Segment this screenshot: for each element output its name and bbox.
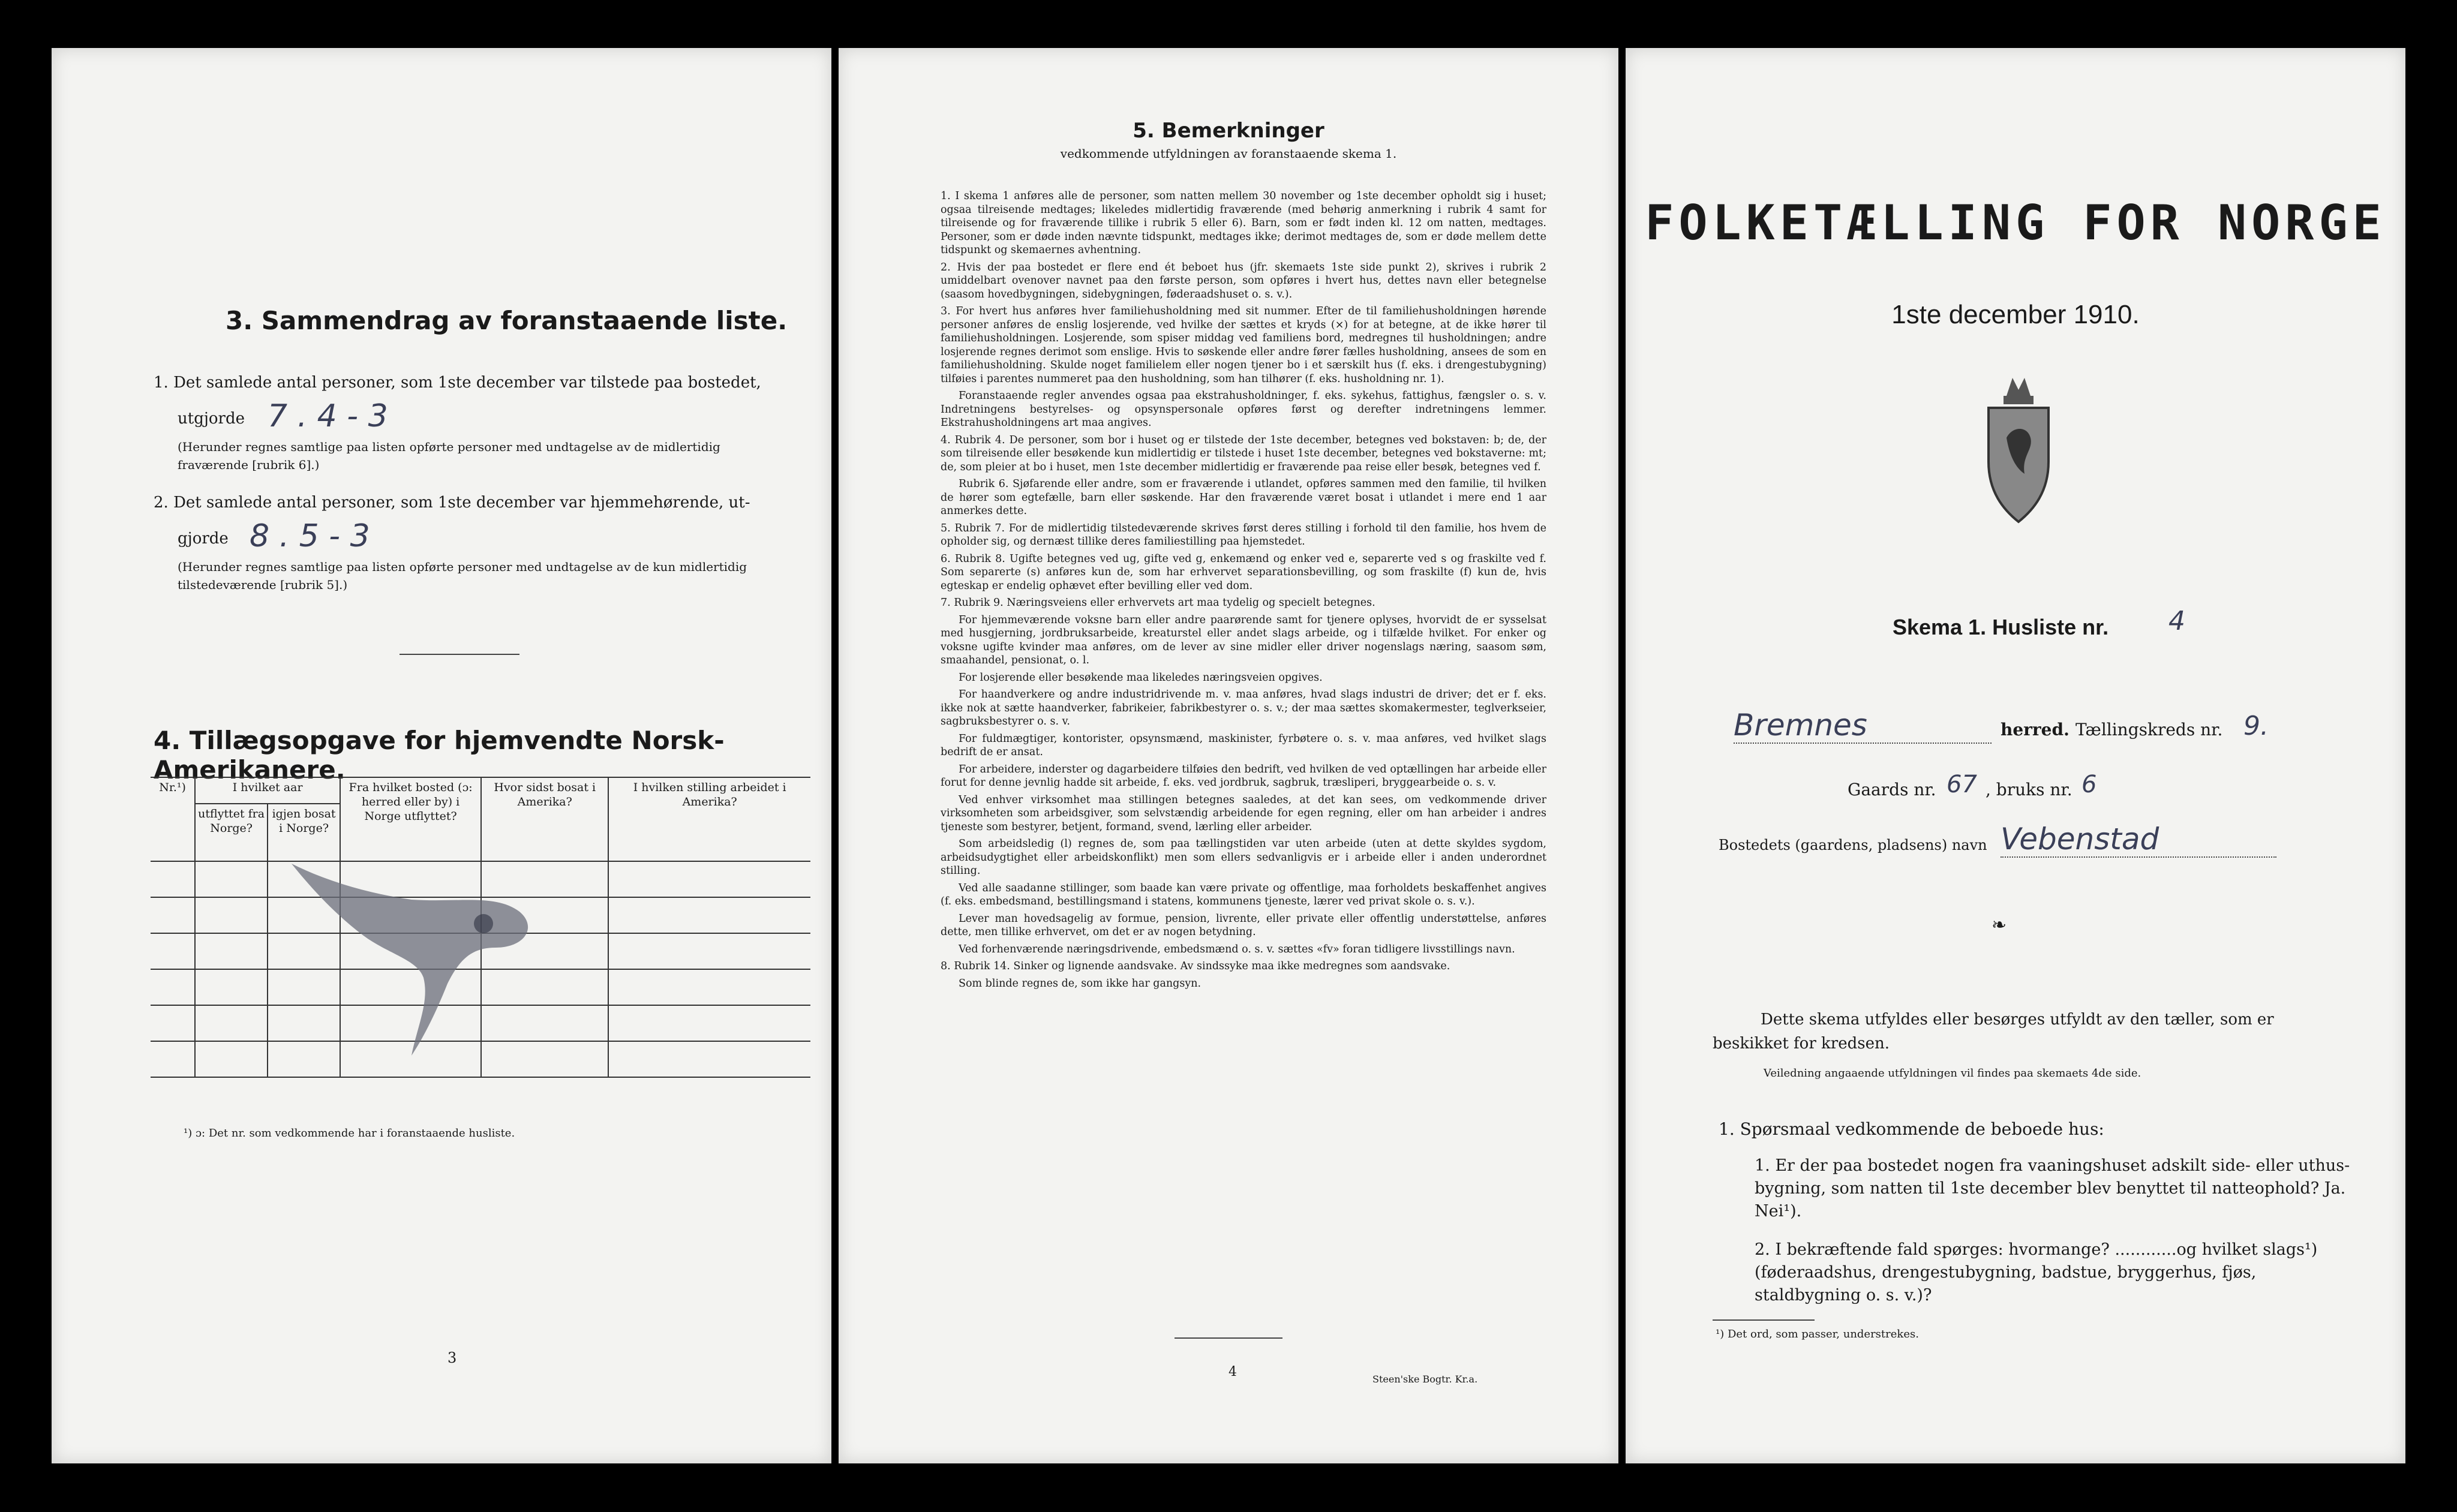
note-7: 7. Rubrik 9. Næringsveiens eller erhvervets art maa tydelig og specielt betegnes. bbox=[941, 597, 1375, 609]
table-cell bbox=[608, 1005, 810, 1041]
item-2-note: (Herunder regnes samtlige paa listen opførte personer med undtagelse av de kun midlertidig tilstedeværende [rubrik 5].) bbox=[178, 560, 747, 592]
table-footnote: ¹) ɔ: Det nr. som vedkommende har i foranstaaende husliste. bbox=[184, 1127, 515, 1140]
note-8: 8. Rubrik 14. Sinker og lignende aandsvake. Av sindssyke maa ikke medregnes som aandsvake. bbox=[941, 960, 1450, 972]
page-1-cover bbox=[1626, 48, 2405, 1463]
table-cell bbox=[608, 897, 810, 933]
item-2-count: 8 . 5 - 3 bbox=[250, 518, 370, 554]
section-3-title: 3. Sammendrag av foranstaaende liste. bbox=[226, 306, 788, 335]
table-cell bbox=[151, 897, 195, 933]
table-cell bbox=[608, 1041, 810, 1077]
census-title: FOLKETÆLLING FOR NORGE bbox=[1645, 195, 2386, 251]
note-4b: Rubrik 6. Sjøfarende eller andre, som er fraværende i utlandet, opføres sammen med den familie, til hvilken de hører som egtefælle, barn eller søskende. Har den fraværende været bosat i utlandet i mere end 1 aar anmerkes dette. bbox=[941, 478, 1546, 517]
bemerkninger-title: 5. Bemerkninger bbox=[1133, 119, 1324, 143]
husliste-nr-value: 4 bbox=[2168, 606, 2185, 636]
section-4-title: 4. Tillægsopgave for hjemvendte Norsk-Amerikanere. bbox=[154, 726, 725, 784]
item-2-gjorde-label: gjorde bbox=[178, 530, 229, 548]
note-3b: Foranstaaende regler anvendes ogsaa paa ekstrahusholdninger, f. eks. sykehus, fattighus, fængsler o. s. v. Indretningens bestyrelses- og opsynspersonale opføres først og derefter indretningens lemmer. Ekstrahusholdningens art maa angives. bbox=[941, 390, 1546, 429]
col-igjen-header: igjen bosat i Norge? bbox=[268, 804, 340, 861]
page-number: 3 bbox=[447, 1349, 457, 1366]
page-number: 4 bbox=[1228, 1364, 1237, 1379]
table-cell bbox=[608, 969, 810, 1005]
note-7j: Lever man hovedsagelig av formue, pension, livrente, eller private eller offentlig understøttelse, anføres dette, men tillike erhvervet, om det er av nogen betydning. bbox=[941, 912, 1546, 938]
divider bbox=[1713, 1319, 1815, 1321]
bruks-value: 6 bbox=[2081, 771, 2097, 798]
bruks-label: , bruks nr. bbox=[1986, 780, 2072, 799]
herred-value: Bremnes bbox=[1734, 708, 1992, 744]
bemerkninger-subtitle: vedkommende utfyldningen av foranstaaende skema 1. bbox=[1060, 146, 1397, 161]
note-7b: For hjemmeværende voksne barn eller andre paarørende samt for tjenere oplyses, hvorvidt de er sysselsat med husgjerning, jordbruksarbeide, kreaturstel eller andet slags arbeide, og i tilfælde hvilket. For enker og voksne ugifte kvinder maa anføres, om de lever av sine midler eller driver nogenslags næring, saasom søm, smaahandel, pensionat, o. l. bbox=[941, 614, 1546, 666]
note-7f: For arbeidere, inderster og dagarbeidere tilføies den bedrift, ved hvilken de ved optællingen har arbeide eller forut for denne jevnlig hadde sit arbeide, f. eks. ved jordbruk, sagbruk, træsliperi, bryggearbeide o. s. v. bbox=[941, 763, 1546, 789]
page-3 bbox=[52, 48, 831, 1463]
kreds-label: Tællingskreds nr. bbox=[2075, 720, 2223, 740]
col-stilling-header: I hvilken stilling arbeidet i Amerika? bbox=[608, 777, 810, 861]
bosted-value: Vebenstad bbox=[2001, 822, 2276, 858]
note-4: 4. Rubrik 4. De personer, som bor i huset og er tilstede der 1ste december, betegnes ved bokstaven: b; de, der som tilreisende eller besøkende kun midlertidig er tilstede i huset 1ste december, betegnes ved bokstaverne: mt; de, som pleier at bo i huset, men 1ste december midlertidig er fraværende paa reise eller besøk, betegnes ved f. bbox=[941, 434, 1546, 473]
table-cell bbox=[151, 933, 195, 969]
table-cell bbox=[151, 1041, 195, 1077]
note-6: 6. Rubrik 8. Ugifte betegnes ved ug, gifte ved g, enkemænd og enker ved e, separerte ved s og fraskilte ved f. Som separerte (s) anføres kun de, som har erhvervet separationsbevilling, og som fraskilte (f) kun de, hvis egteskap er endelig ophævet efter bevilling eller ved dom. bbox=[941, 552, 1546, 592]
summary-item-1: 1. Det samlede antal personer, som 1ste december var tilstede paa bostedet, bbox=[154, 374, 761, 392]
note-1: 1. I skema 1 anføres alle de personer, som natten mellem 30 november og 1ste december opholdt sig i huset; ogsaa tilreisende medtages; likeledes midlertidig fraværende (med behørig anmerkning i rubrik 4 samt for tilreisende og for fraværende tillike i rubrik 5 eller 6). Barn, som er født inden kl. 12 om natten, medtages. Personer, som er døde inden nævnte tidspunkt, medtages ikke; derimot medtages de, som er døde mellem dette tidspunkt og skemaernes avhentning. bbox=[941, 190, 1546, 256]
table-cell bbox=[195, 861, 268, 897]
note-7h: Som arbeidsledig (l) regnes de, som paa tællingstiden var uten arbeide (uten at dette skyldes sygdom, arbeidsudygtighet eller arbeidskonflikt) men som ellers sedvanligvis er i arbeide eller i anden underordnet stilling. bbox=[941, 838, 1546, 877]
divider bbox=[1175, 1337, 1282, 1339]
note-5: 5. Rubrik 7. For de midlertidig tilstedeværende skrives først deres stilling i forhold til den familie, hos hvem de opholder sig, og dernæst tillike deres familiestilling paa hjemstedet. bbox=[941, 522, 1546, 548]
question-1-title: 1. Spørsmaal vedkommende de beboede hus: bbox=[1719, 1119, 2104, 1139]
note-7g: Ved enhver virksomhet maa stillingen betegnes saaledes, at det kan sees, om vedkommende driver virksomheten som arbeidsgiver, som selvstændig arbeidende for egen regning, eller om han arbeider i andres tjeneste som bestyrer, betjent, formand, svend, lærling eller arbeider. bbox=[941, 793, 1546, 833]
bosted-label: Bostedets (gaardens, pladsens) navn bbox=[1719, 837, 1987, 853]
skema-label: Skema 1. Husliste nr. bbox=[1893, 615, 2109, 639]
col-utflyttet-header: utflyttet fra Norge? bbox=[195, 804, 268, 861]
note-7e: For fuldmægtiger, kontorister, opsynsmænd, maskinister, fyrbøtere o. s. v. maa anføres, ved hvilket slags bedrift de er ansat. bbox=[941, 732, 1546, 758]
herred-label: herred. bbox=[2001, 720, 2069, 740]
col-fra-header: Fra hvilket bosted (ɔ: herred eller by) i Norge utflyttet? bbox=[340, 777, 481, 861]
summary-item-2: 2. Det samlede antal personer, som 1ste december var hjemmehørende, ut- bbox=[154, 494, 750, 512]
note-8b: Som blinde regnes de, som ikke har gangsyn. bbox=[959, 977, 1202, 990]
item-1-utgjorde-label: utgjorde bbox=[178, 410, 245, 428]
census-date: 1ste december 1910. bbox=[1891, 300, 2140, 329]
ink-blot-stain bbox=[280, 858, 591, 1086]
table-cell bbox=[195, 969, 268, 1005]
item-1-count: 7 . 4 - 3 bbox=[268, 398, 388, 434]
table-cell bbox=[195, 1041, 268, 1077]
question-1-item-2: 2. I bekræftende fald spørges: hvormange? ............og hvilket slags¹) (føderaadshus, drengestubygning, badstue, bryggerhus, fjøs, staldbygning o. s. v.)? bbox=[1755, 1240, 2318, 1304]
note-3: 3. For hvert hus anføres hver familiehusholdning med sit nummer. Efter de til familiehusholdningen hørende personer anføres de enslig losjerende, ved hvilke der sættes et kryds (×) for at betegne, at de ikke hører til familiehusholdningen. Losjerende, som spiser middag ved familiens bord, medregnes til husholdningen; andre losjerende regnes derimot som enslige. Hvis to søskende eller andre fører fælles husholdning, ansees de som en familiehusholdning. Skulde noget familielem eller nogen tjener bo i et særskilt hus (f. eks. i drengestubygning) tilføies i parentes nummeret paa den husholdning, som han tilhører (f. eks. husholdning nr. 1). bbox=[941, 305, 1546, 385]
table-cell bbox=[151, 969, 195, 1005]
page-4 bbox=[839, 48, 1618, 1463]
table-cell bbox=[151, 1005, 195, 1041]
kreds-value: 9. bbox=[2243, 711, 2269, 741]
col-nr-header: Nr.¹) bbox=[151, 777, 195, 861]
table-cell bbox=[151, 861, 195, 897]
note-7k: Ved forhenværende næringsdrivende, embedsmænd o. s. v. sættes «fv» foran tidligere livsstillings navn. bbox=[959, 943, 1515, 955]
table-cell bbox=[195, 1005, 268, 1041]
page-1-footnote: ¹) Det ord, som passer, understrekes. bbox=[1716, 1328, 1919, 1340]
printer-mark: Steen'ske Bogtr. Kr.a. bbox=[1372, 1373, 1478, 1385]
note-7d: For haandverkere og andre industridrivende m. v. maa anføres, hvad slags industri de driver; det er f. eks. ikke nok at sætte haandverker, fabrikeier, fabrikbestyrer o. s. v.; der maa sættes skomakermester, teglverkseier, sagbruksbestyrer o. s. v. bbox=[941, 689, 1546, 728]
item-1-note: (Herunder regnes samtlige paa listen opførte personer med undtagelse av de midlertidig fraværende [rubrik 6].) bbox=[178, 440, 720, 472]
table-cell bbox=[608, 933, 810, 969]
table-cell bbox=[195, 933, 268, 969]
notes-list bbox=[941, 190, 1546, 994]
note-7c: For losjerende eller besøkende maa likeledes næringsveien opgives. bbox=[959, 671, 1323, 684]
col-group-header: I hvilket aar bbox=[195, 777, 340, 804]
divider bbox=[400, 654, 519, 655]
question-1-item-1: 1. Er der paa bostedet nogen fra vaaningshuset adskilt side- eller uthus-bygning, som natten til 1ste december blev benyttet til natteophold? Ja. Nei¹). bbox=[1755, 1156, 2350, 1221]
note-2: 2. Hvis der paa bostedet er flere end ét beboet hus (jfr. skemaets 1ste side punkt 2), skrives i rubrik 2 umiddelbart ovenover navnet paa den første person, som opføres i hvert hus, dettes navn eller betegnelse (saasom hovedbygningen, sidebygningen, føderaadshuset o. s. v.). bbox=[941, 261, 1546, 300]
intro-text: Dette skema utfyldes eller besørges utfyldt av den tæller, som er beskikket for kredsen. bbox=[1713, 1011, 2274, 1053]
ornament-icon: ❧ bbox=[1992, 915, 2007, 936]
table-cell bbox=[195, 897, 268, 933]
note-7i: Ved alle saadanne stillinger, som baade kan være private og offentlige, maa forholdets beskaffenhet angives (f. eks. embedsmand, bestillingsmand i statens, kommunens tjeneste, lærer ved privat skole o. s. v.). bbox=[941, 882, 1546, 907]
table-cell bbox=[608, 861, 810, 897]
intro-small-text: Veiledning angaaende utfyldningen vil findes paa skemaets 4de side. bbox=[1764, 1067, 2141, 1080]
col-hvor-header: Hvor sidst bosat i Amerika? bbox=[481, 777, 608, 861]
gaards-label: Gaards nr. bbox=[1848, 780, 1936, 799]
norway-coat-of-arms-icon bbox=[1980, 372, 2057, 528]
gaards-value: 67 bbox=[1947, 771, 1977, 798]
